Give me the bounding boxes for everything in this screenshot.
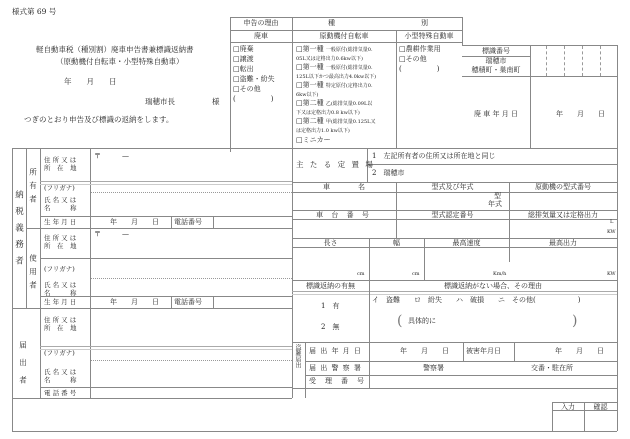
plate-return-yes[interactable]: 1 有 [321, 302, 340, 310]
storage-option-2[interactable]: 2 瑞穂市 [372, 169, 405, 177]
width-label: 幅 [393, 239, 400, 247]
police-station-label: 届 出 警 察 署 [309, 364, 362, 372]
input-check-label: 入力 [561, 403, 575, 411]
plate-return-reason-label: 標識返納がない場合、その理由 [444, 282, 542, 290]
damage-date-label: 被害年月日 [466, 347, 501, 355]
engine-model-label: 原動機の型式番号 [535, 183, 591, 191]
owner-birth-label: 生 年 月 日 [44, 218, 77, 226]
user-birth-field[interactable]: 年 月 日 [110, 298, 159, 306]
width-unit: cm [412, 271, 420, 277]
user-birth-label: 生 年 月 日 [44, 298, 77, 306]
power-unit: KW [607, 271, 616, 277]
user-label: 使用者 [28, 254, 38, 295]
plate-return-no[interactable]: 2 無 [321, 323, 340, 331]
honorific: 様 [212, 97, 220, 106]
form-title: 軽自動車税（種別割）廃車申告書兼標識返納書 [36, 45, 194, 54]
user-postal-field[interactable]: 〒 — [94, 230, 129, 238]
form-subtitle: （原動機付自転車・小型特殊自動車） [56, 57, 184, 66]
length-unit: cm [357, 271, 365, 277]
owner-postal-field[interactable]: 〒 — [94, 152, 129, 160]
cert-number-label: 型式認定番号 [431, 211, 474, 219]
user-address-label: 住 所 又 は 所 在 地 [44, 234, 77, 251]
paren-open-icon: ( [397, 313, 403, 329]
notifier-furigana-label: (フリガナ) [44, 349, 75, 357]
speed-unit: Km/h [493, 271, 507, 277]
reason-other-field[interactable]: ( ) [233, 95, 274, 103]
year-suffix: 年式 [488, 200, 502, 208]
plate-number-field[interactable] [531, 46, 617, 76]
gendoki-4-note: 乙(総排気量0.09L以 [325, 101, 373, 107]
kogata-farm-checkbox[interactable]: □農耕作業用 [399, 45, 441, 53]
gendoki-3-checkbox[interactable]: □第一種 [296, 81, 324, 89]
displacement-field[interactable] [510, 220, 606, 237]
kogata-other-field[interactable]: ( ) [399, 65, 440, 73]
vehicle-name-field[interactable] [293, 193, 395, 209]
reason-joto-checkbox[interactable]: □譲渡 [233, 55, 254, 63]
gendoki-2-checkbox[interactable]: □第一種 [296, 63, 324, 71]
max-power-label: 最高出力 [549, 239, 577, 247]
form-number: 様式第 69 号 [12, 7, 57, 16]
gendoki-1-note: 一般原付(総排気量0. [325, 47, 373, 53]
statement: つぎのとおり申告及び標識の返納をします。 [24, 115, 174, 124]
gendoki-4-checkbox[interactable]: □第二種 [296, 99, 324, 107]
frame-number-field[interactable] [293, 220, 395, 237]
storage-option-1[interactable]: 1 左記所有者の住所又は所在地と同じ [372, 152, 496, 160]
notifier-name-label: 氏 名 又 は 名 称 [44, 368, 77, 385]
koban-suffix: 交番・駐在所 [531, 364, 573, 372]
owner-furigana-field[interactable] [91, 184, 291, 192]
notifier-phone-label: 電 話 番 号 [44, 389, 77, 397]
plate-city: 瑞穂市 [485, 57, 507, 65]
owner-phone-field[interactable] [214, 217, 291, 227]
engine-model-field[interactable] [510, 193, 616, 209]
notifier-furigana-field[interactable] [91, 349, 291, 359]
user-furigana-label: (フリガナ) [44, 265, 75, 273]
minicar-checkbox[interactable]: □ミニカー [296, 136, 331, 144]
plate-return-reasons[interactable]: イ 盗難 ロ 紛失 ハ 破損 ニ その他( ) [372, 296, 581, 304]
gendoki-3-note2: 6kw以下) [296, 92, 319, 98]
addressee: 瑞穂市長 [145, 97, 175, 106]
kogata-other-checkbox[interactable]: □その他 [399, 55, 427, 63]
police-suffix: 警察署 [423, 364, 444, 372]
user-phone-label: 電話番号 [174, 298, 202, 306]
gendoki-1-checkbox[interactable]: □第一種 [296, 45, 324, 53]
plate-label: 標識番号 [482, 47, 510, 55]
frame-number-label: 車 台 番 号 [316, 211, 372, 219]
notifier-address-field[interactable] [91, 310, 291, 345]
notifier-label: 届出者 [18, 341, 28, 394]
gendoki-1-note2: 05L又は定格出力0.6kw以下) [296, 56, 363, 62]
notifier-phone-field[interactable] [91, 388, 291, 397]
scrap-date-label: 廃 車 年 月 日 [474, 110, 518, 118]
specific-reason-field[interactable] [404, 310, 570, 340]
col-gendoki: 原動機付自転車 [319, 32, 369, 40]
gendoki-5-note2: は定格出力1.0 kw以下) [296, 128, 350, 134]
scrap-date-field[interactable]: 年 月 日 [556, 110, 605, 118]
receipt-number-label: 受 理 番 号 [309, 377, 365, 385]
owner-address-label: 住 所 又 は 所 在 地 [44, 156, 77, 173]
col-haisha: 廃車 [254, 32, 268, 40]
reason-other-checkbox[interactable]: □その他 [233, 85, 261, 93]
header-reason: 申告の理由 [243, 19, 279, 27]
form-date[interactable]: 年 月 日 [64, 77, 117, 86]
owner-birth-field[interactable]: 年 月 日 [110, 218, 159, 226]
owner-furigana-label: (フリガナ) [44, 184, 75, 192]
reason-tenshutsu-checkbox[interactable]: □転出 [233, 65, 254, 73]
length-label: 長さ [323, 239, 338, 247]
max-speed-label: 最高速度 [452, 239, 481, 247]
notifier-name-field[interactable] [91, 362, 291, 386]
report-date-field[interactable]: 年 月 日 [400, 347, 449, 355]
model-suffix: 型 [494, 192, 501, 200]
gendoki-4-note2: 下又は定格出力0.8 kw以下) [296, 110, 360, 116]
specific-label: 具体的に [408, 317, 436, 325]
gendoki-2-note2: 125L以下かつ最高出力4.0kw以下) [296, 74, 377, 80]
theft-report-label: 盗難届出 [294, 344, 301, 368]
reason-tonan-checkbox[interactable]: □盗難・紛失 [233, 75, 275, 83]
owner-phone-label: 電話番号 [174, 218, 202, 226]
owner-label: 所有者 [28, 168, 38, 209]
plate-area: 穂積町・巣南町 [471, 66, 521, 74]
vehicle-model-label: 型式及び年式 [431, 183, 474, 191]
max-power-field[interactable] [510, 248, 616, 279]
reason-haiki-checkbox[interactable]: □廃棄 [233, 45, 254, 53]
header-kind: 別 [421, 19, 428, 27]
cert-number-field[interactable] [397, 220, 508, 237]
user-phone-field[interactable] [214, 297, 291, 307]
user-name-label: 氏 名 又 は 名 称 [44, 281, 77, 298]
police-station-field[interactable] [370, 362, 420, 374]
gendoki-3-note: 特定原付(定格出力0. [325, 83, 373, 89]
gendoki-5-note: 甲(総排気量0.125L又 [325, 119, 376, 125]
gendoki-2-note: 一般原付(総排気量0. [325, 65, 373, 71]
confirm-check-label: 確認 [593, 403, 608, 411]
taxpayer-label: 納税義務者 [13, 190, 24, 273]
receipt-number-field[interactable] [370, 376, 616, 387]
owner-name-label: 氏 名 又 は 名 称 [44, 196, 77, 213]
report-date-label: 届 出 年 月 日 [309, 347, 362, 355]
storage-label: 主 た る 定 置 場 [296, 160, 375, 169]
user-furigana-field[interactable] [91, 260, 291, 277]
col-kogata: 小型特殊自動車 [404, 32, 454, 40]
disp-unit-l: L [610, 219, 614, 225]
displacement-label: 総排気量又は定格出力 [528, 211, 598, 219]
paren-close-icon: ) [572, 313, 578, 329]
koban-field[interactable] [450, 362, 528, 374]
user-address-field[interactable] [91, 238, 291, 257]
gendoki-5-checkbox[interactable]: □第二種 [296, 117, 324, 125]
user-name-field[interactable] [91, 280, 291, 295]
owner-address-field[interactable] [91, 160, 291, 180]
damage-date-field[interactable]: 年 月 日 [555, 347, 604, 355]
header-type: 種 [328, 19, 335, 27]
vehicle-name-label: 車 名 [323, 183, 365, 191]
plate-return-label: 標識返納の有無 [306, 282, 355, 290]
disp-unit-kw: KW [607, 229, 616, 235]
owner-name-field[interactable] [91, 194, 291, 215]
notifier-address-label: 住 所 又 は 所 在 地 [44, 316, 77, 333]
